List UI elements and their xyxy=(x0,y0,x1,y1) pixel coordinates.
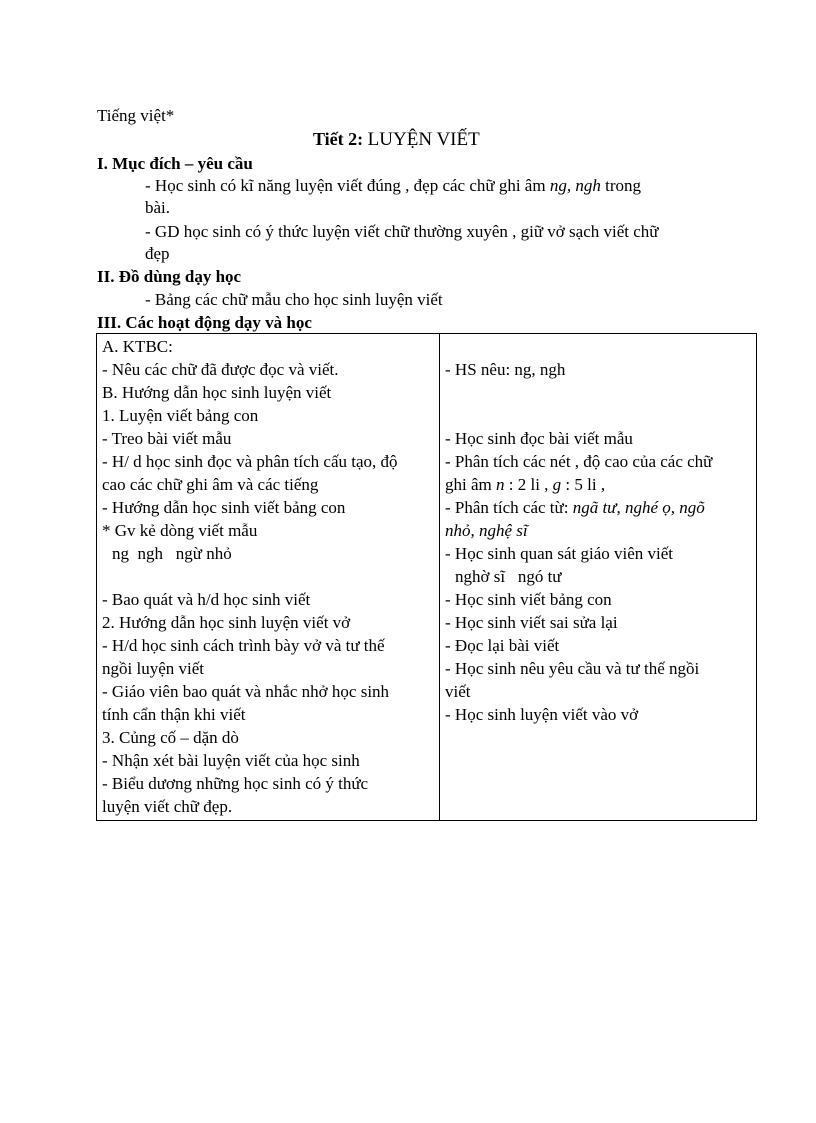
list-item: - H/d học sinh cách trình bày vở và tư thế xyxy=(102,636,385,655)
list-item: - Nhận xét bài luyện viết của học sinh xyxy=(102,751,360,770)
list-item: ng ngh ngừ nhỏ xyxy=(112,544,232,563)
li-text: : 5 li , xyxy=(561,475,606,494)
section1-item1 xyxy=(145,175,641,197)
list-item: - Biểu dương những học sinh có ý thức xyxy=(102,774,369,793)
section1-item1-cont: bài. xyxy=(145,198,171,217)
section1-item1-italic: ng, ngh xyxy=(549,176,601,195)
list-item: 3. Củng cố – dặn dò xyxy=(102,728,239,747)
list-item: - Học sinh nêu yêu cầu và tư thế ngồi xyxy=(445,659,700,678)
list-item: - Học sinh viết sai sửa lại xyxy=(445,613,618,632)
li-text: ghi âm xyxy=(445,475,496,494)
spacer xyxy=(445,335,751,358)
li-italic-words: ngã tư, nghé ọ, ngõ xyxy=(572,498,705,517)
page-title xyxy=(313,128,480,151)
list-item: - Học sinh luyện viết vào vở xyxy=(445,705,639,724)
section2-heading: II. Đồ dùng dạy học xyxy=(97,267,242,286)
student-activities-cell xyxy=(440,334,757,821)
section1-item2-cont: đẹp xyxy=(145,244,170,263)
list-item: B. Hướng dẫn học sinh luyện viết xyxy=(102,383,332,402)
title-text: LUYỆN VIẾT xyxy=(367,129,480,150)
section2-item1: - Bảng các chữ mẫu cho học sinh luyện viết xyxy=(145,290,443,309)
li-letter-g: g xyxy=(552,475,562,494)
spacer xyxy=(102,565,434,588)
title-prefix: Tiết 2: xyxy=(313,129,364,149)
list-item xyxy=(445,496,751,519)
list-item: luyện viết chữ đẹp. xyxy=(102,797,233,816)
list-item: - Treo bài viết mẫu xyxy=(102,429,232,448)
list-item xyxy=(445,473,751,496)
list-item: - Đọc lại bài viết xyxy=(445,636,560,655)
subject-label: Tiếng việt* xyxy=(97,106,175,125)
list-item: - Phân tích các nét , độ cao của các chữ xyxy=(445,452,713,471)
li-text: - Phân tích các từ: xyxy=(445,498,573,517)
section1-item1-text: - Học sinh có kĩ năng luyện viết đúng , đẹp các chữ ghi âm xyxy=(145,176,550,195)
list-item: 1. Luyện viết bảng con xyxy=(102,406,259,425)
list-item: - Bao quát và h/d học sinh viết xyxy=(102,590,311,609)
spacer xyxy=(445,404,751,427)
list-item: - H/ d học sinh đọc và phân tích cấu tạo, độ xyxy=(102,452,398,471)
list-item: cao các chữ ghi âm và các tiếng xyxy=(102,475,319,494)
list-item: ngồi luyện viết xyxy=(102,659,204,678)
list-item: nghờ sĩ ngó tư xyxy=(455,567,562,586)
list-item: - Hướng dẫn học sinh viết bảng con xyxy=(102,498,346,517)
list-item: * Gv kẻ dòng viết mẫu xyxy=(102,521,258,540)
teacher-activities-cell xyxy=(97,334,440,821)
list-item: - HS nêu: ng, ngh xyxy=(445,360,566,379)
li-text: : 2 li , xyxy=(504,475,553,494)
li-letter-n: n xyxy=(496,475,505,494)
list-item: - Học sinh viết bảng con xyxy=(445,590,612,609)
list-item: tính cẩn thận khi viết xyxy=(102,705,246,724)
list-item: A. KTBC: xyxy=(102,337,173,356)
section1-item1-end: trong xyxy=(600,176,641,195)
list-item: 2. Hướng dẫn học sinh luyện viết vở xyxy=(102,613,351,632)
activities-table xyxy=(96,333,757,821)
list-item: - Nêu các chữ đã được đọc và viết. xyxy=(102,360,339,379)
list-item: nhỏ, nghệ sĩ xyxy=(445,521,528,540)
table-row xyxy=(97,334,757,821)
list-item: viết xyxy=(445,682,471,701)
section1-item2: - GD học sinh có ý thức luyện viết chữ thường xuyên , giữ vở sạch viết chữ xyxy=(145,222,659,241)
spacer xyxy=(445,381,751,404)
list-item: - Học sinh quan sát giáo viên viết xyxy=(445,544,674,563)
list-item: - Giáo viên bao quát và nhắc nhở học sinh xyxy=(102,682,390,701)
section3-heading: III. Các hoạt động dạy và học xyxy=(97,313,312,332)
list-item: - Học sinh đọc bài viết mẫu xyxy=(445,429,633,448)
section1-heading: I. Mục đích – yêu cầu xyxy=(97,154,253,173)
